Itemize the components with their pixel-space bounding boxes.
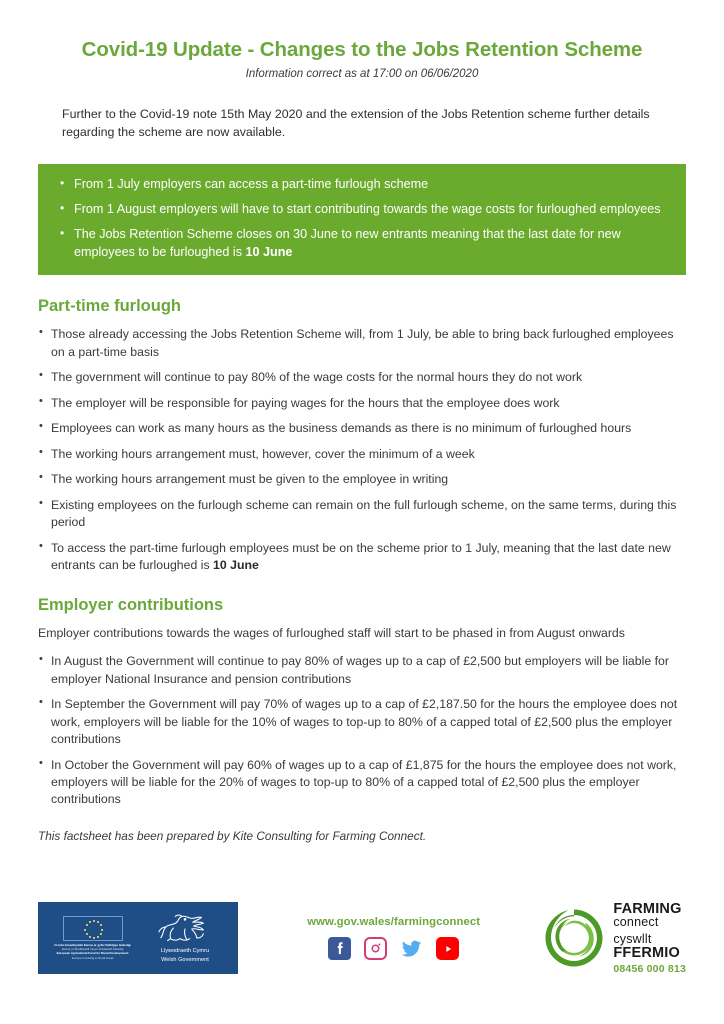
list-item [38,446,686,463]
eu-star-icon [89,936,91,938]
callout-list [60,176,664,262]
fc-line-connect: connect [613,915,659,930]
eu-star-icon [93,937,95,939]
list-item [38,369,686,386]
callout-item-text: From 1 July employers can access a part-time furlough scheme [74,176,429,191]
social-links [307,937,480,960]
twitter-icon[interactable] [400,937,423,960]
fc-line-ffermio: FFERMIO [613,944,680,961]
list-item [38,757,686,809]
key-points-callout [38,164,686,276]
facebook-glyph [330,939,350,959]
intro-paragraph: Further to the Covid-19 note 15th May 2020 and the extension of the Jobs Retention scheme further details regarding the scheme are now available. [62,107,650,139]
list-item [38,696,686,748]
welsh-government-cy: Llywodraeth Cymru [160,948,210,955]
welsh-dragon-icon [156,912,214,946]
contact-block [307,916,480,960]
list-item-emphasis: 10 June [213,558,259,572]
eu-caption-en-2: Europe Investing in Rural Areas [72,955,114,960]
list-item [38,653,686,688]
list-item-text: Those already accessing the Jobs Retention Scheme will, from 1 July, be able to bring back furloughed employees on a part-time basis [51,327,674,359]
instagram-icon[interactable] [364,937,387,960]
list-item-text: The employer will be responsible for paying wages for the hours that the employee does work [51,395,560,410]
section-lead-paragraph: Employer contributions towards the wages of furloughed staff will start to be phased in from August onwards [38,626,625,641]
list-item [38,471,686,488]
youtube-icon[interactable] [436,937,459,960]
fc-line-farming: FARMING [613,900,682,917]
instagram-glyph [367,940,384,957]
fc-phone-number[interactable]: 08456 000 813 [613,962,686,975]
eu-welsh-government-logo [38,902,238,974]
callout-item-text: The Jobs Retention Scheme closes on 30 June to new entrants meaning that the last date for new employees to be furloughed is [74,226,621,259]
section-list [38,653,686,809]
farming-connect-wordmark [613,902,686,975]
section-heading: Employer contributions [38,596,224,615]
list-item-text: Employees can work as many hours as the business demands as there is no minimum of furloughed hours [51,421,632,436]
list-item [38,395,686,412]
eu-caption-cy-2: Ewrop yn Buddsoddi mewn Ardaloedd Gwledig [62,947,124,952]
list-item-text: The working hours arrangement must, however, cover the minimum of a week [51,446,475,461]
eu-flag-icon [63,916,123,941]
page-subtitle: Information correct as at 17:00 on 06/06/2020 [245,68,479,80]
fc-line-cyswllt: cyswllt [613,932,652,947]
welsh-government-logo [140,912,230,964]
eu-star-icon [84,929,86,931]
eu-funding-logo [46,916,140,960]
eu-star-icon [101,929,103,931]
list-item [38,540,686,575]
eu-funding-caption [54,943,131,960]
twitter-glyph [400,937,423,960]
eu-star-icon [89,921,91,923]
facebook-icon[interactable] [328,937,351,960]
eu-star-icon [100,924,102,926]
page-footer [38,892,686,984]
list-item-text: The government will continue to pay 80% of the wage costs for the normal hours they do not work [51,370,583,385]
list-item [38,497,686,532]
sections-container [38,297,686,808]
youtube-glyph [439,940,457,958]
callout-item [60,176,664,194]
farming-connect-logo [543,902,686,975]
section-list [38,326,686,574]
eu-star-icon [93,920,95,922]
eu-star-icon [86,933,88,935]
eu-caption-cy-1: Cronfa Amaethyddol Ewrop ar gyfer Datblygu Gwledig: [54,942,132,948]
eu-star-icon [100,933,102,935]
callout-item-emphasis: 10 June [245,244,293,259]
list-item-text: Existing employees on the furlough scheme can remain on the full furlough scheme, on the same terms, during this period [51,497,677,530]
page-title: Covid-19 Update - Changes to the Jobs Retention Scheme [81,38,643,61]
list-item-text: To access the part-time furlough employees must be on the scheme prior to 1 July, meaning that the last date new entrants can be furloughed is [51,540,671,572]
eu-star-icon [86,924,88,926]
list-item-text: In September the Government will pay 70% of wages up to a cap of £2,187.50 for the hours the employee does not work, employers will be liable for the 10% of wages to top-up to 80% of a capped total of £2,500 plus the employer contributions [51,697,678,747]
eu-star-icon [97,921,99,923]
footnote: This factsheet has been prepared by Kite Consulting for Farming Connect. [38,828,427,843]
callout-item [60,226,664,262]
callout-item-text: From 1 August employers will have to start contributing towards the wage costs for furloughed employees [74,201,661,216]
welsh-government-en: Welsh Government [161,956,209,963]
list-item [38,420,686,437]
eu-caption-en-1: European Agricultural Fund for Rural Development: [56,951,130,956]
section-heading: Part-time furlough [38,297,181,316]
callout-item [60,201,664,219]
farming-connect-swirl-icon [543,907,605,969]
list-item-text: In August the Government will continue to pay 80% of wages up to a cap of £2,500 but employers will be liable for employer National Insurance and pension contributions [51,654,669,686]
list-item-text: In October the Government will pay 60% of wages up to a cap of £1,875 for the hours the employee does not work, employers will be liable for the 20% of wages to top-up to 80% of a capped total of £2,500 plus the employer contributions [51,757,677,807]
welsh-government-name [161,947,209,964]
eu-star-icon [97,936,99,938]
list-item-text: The working hours arrangement must be given to the employee in writing [51,472,449,487]
website-url[interactable]: www.gov.wales/farmingconnect [307,916,481,928]
list-item [38,326,686,361]
